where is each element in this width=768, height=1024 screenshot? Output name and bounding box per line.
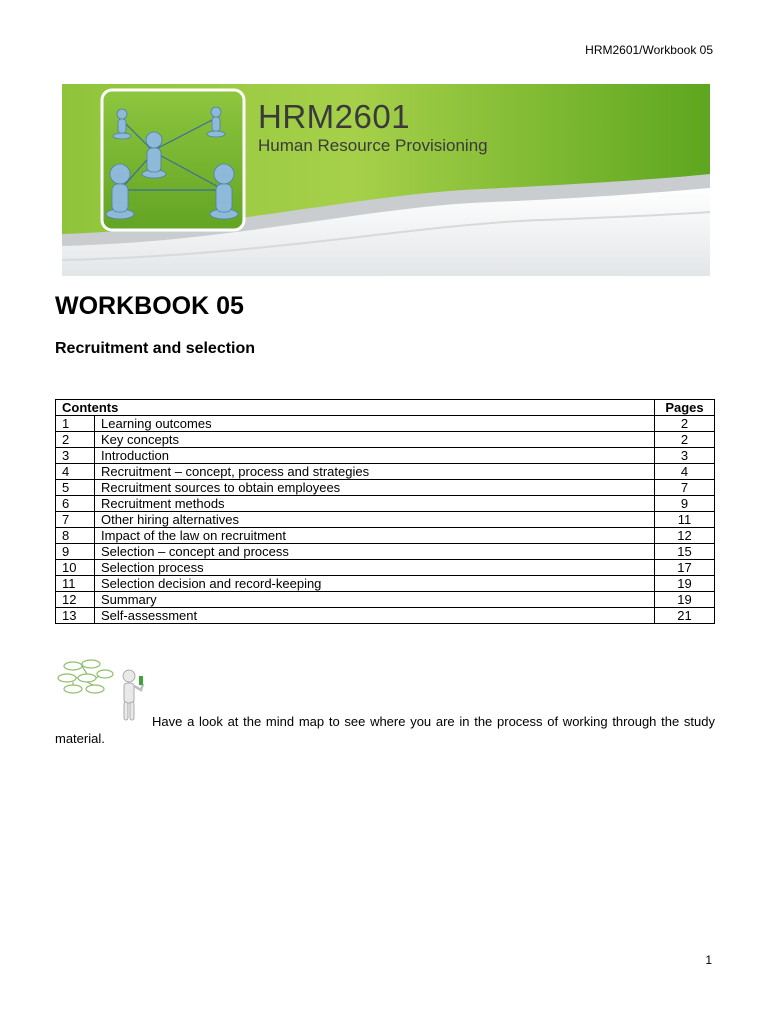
contents-row — [56, 480, 715, 496]
row-page: 21 — [655, 608, 715, 624]
row-number: 7 — [56, 512, 95, 528]
contents-row — [56, 448, 715, 464]
row-page: 2 — [655, 432, 715, 448]
contents-table — [55, 399, 715, 624]
row-title: Introduction — [95, 448, 655, 464]
row-number: 12 — [56, 592, 95, 608]
pages-header: Pages — [655, 400, 715, 416]
row-page: 11 — [655, 512, 715, 528]
row-number: 3 — [56, 448, 95, 464]
contents-header: Contents — [56, 400, 655, 416]
row-title: Selection – concept and process — [95, 544, 655, 560]
row-page: 7 — [655, 480, 715, 496]
row-title: Selection decision and record-keeping — [95, 576, 655, 592]
banner-course-code: HRM2601 — [258, 98, 411, 135]
row-number: 4 — [56, 464, 95, 480]
row-number: 8 — [56, 528, 95, 544]
row-title: Impact of the law on recruitment — [95, 528, 655, 544]
row-title: Recruitment methods — [95, 496, 655, 512]
banner-course-name: Human Resource Provisioning — [258, 136, 488, 155]
document-reference: HRM2601/Workbook 05 — [585, 43, 713, 57]
contents-row — [56, 560, 715, 576]
contents-row — [56, 544, 715, 560]
row-number: 1 — [56, 416, 95, 432]
row-title: Recruitment – concept, process and strategies — [95, 464, 655, 480]
contents-row — [56, 496, 715, 512]
row-page: 9 — [655, 496, 715, 512]
row-number: 13 — [56, 608, 95, 624]
contents-header-row — [56, 400, 715, 416]
page-number: 1 — [705, 953, 712, 967]
contents-row — [56, 416, 715, 432]
workbook-title: WORKBOOK 05 — [55, 292, 244, 320]
contents-row — [56, 512, 715, 528]
row-title: Learning outcomes — [95, 416, 655, 432]
row-title: Self-assessment — [95, 608, 655, 624]
people-network-icon — [102, 90, 244, 230]
course-banner — [62, 84, 710, 276]
row-title: Other hiring alternatives — [95, 512, 655, 528]
workbook-subtitle: Recruitment and selection — [55, 340, 256, 357]
mind-map-instruction: Have a look at the mind map to see where you are in the process of working through the study material. — [55, 714, 715, 746]
row-title: Recruitment sources to obtain employees — [95, 480, 655, 496]
row-page: 17 — [655, 560, 715, 576]
row-title: Selection process — [95, 560, 655, 576]
contents-row — [56, 464, 715, 480]
row-number: 9 — [56, 544, 95, 560]
row-number: 2 — [56, 432, 95, 448]
row-title: Key concepts — [95, 432, 655, 448]
row-number: 5 — [56, 480, 95, 496]
row-page: 3 — [655, 448, 715, 464]
row-page: 2 — [655, 416, 715, 432]
contents-row — [56, 528, 715, 544]
row-title: Summary — [95, 592, 655, 608]
row-number: 11 — [56, 576, 95, 592]
contents-row — [56, 608, 715, 624]
row-page: 19 — [655, 592, 715, 608]
row-page: 4 — [655, 464, 715, 480]
contents-row — [56, 592, 715, 608]
contents-row — [56, 432, 715, 448]
row-page: 12 — [655, 528, 715, 544]
row-page: 19 — [655, 576, 715, 592]
row-page: 15 — [655, 544, 715, 560]
row-number: 10 — [56, 560, 95, 576]
contents-row — [56, 576, 715, 592]
row-number: 6 — [56, 496, 95, 512]
